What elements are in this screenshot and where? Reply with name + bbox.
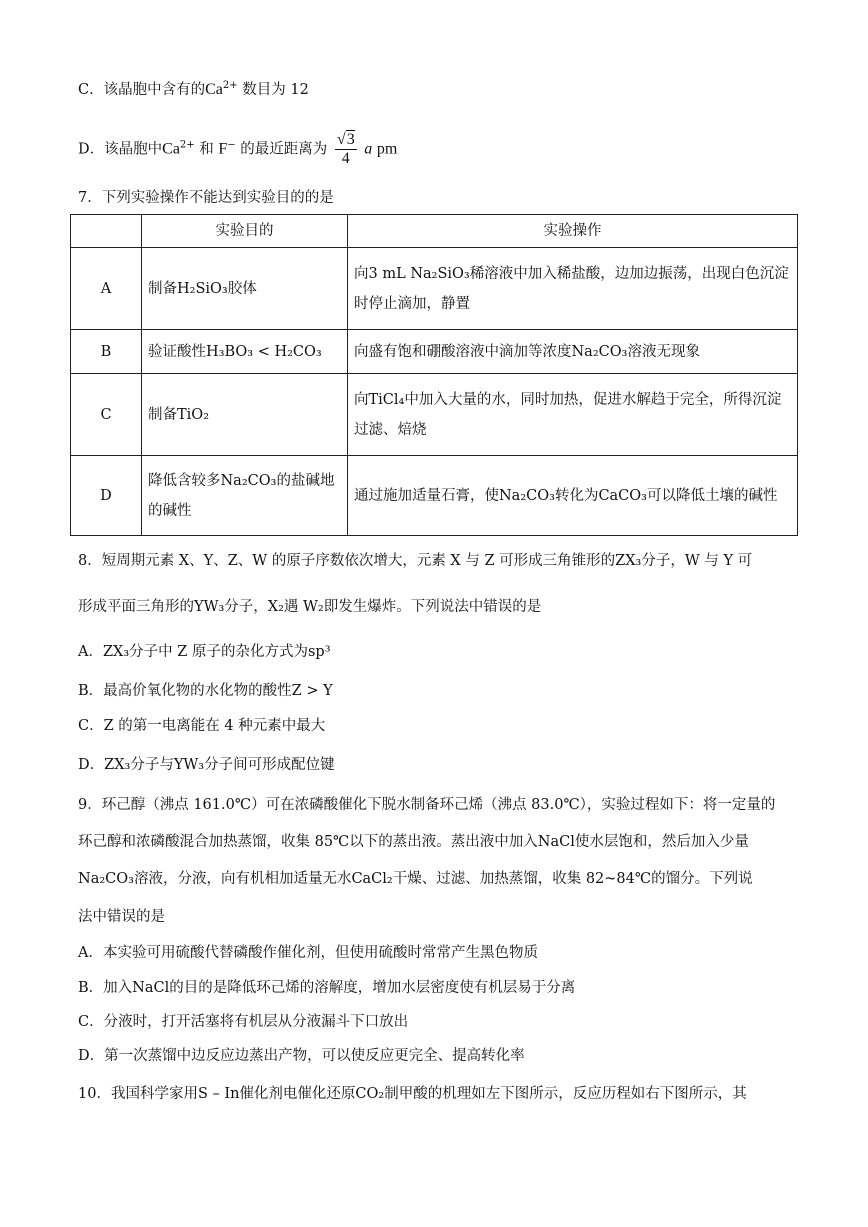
- row-label: A: [71, 248, 142, 330]
- q9-stem-line-1: 9．环己醇（沸点 161.0℃）可在浓磷酸催化下脱水制备环己烯（沸点 83.0℃），实验过程如下：将一定量的: [78, 797, 776, 813]
- header-purpose: 实验目的: [142, 215, 348, 248]
- q10-stem: 10．我国科学家用S – In催化剂电催化还原CO₂制甲酸的机理如左下图所示，反应历程如右下图所示，其: [78, 1086, 747, 1102]
- q6-option-d: D．该晶胞中$Ca^{2+}$ 和 F− 的最近距离为 $\frac{√3}{4}$ a pm: [78, 131, 398, 167]
- q7-table: [70, 214, 798, 536]
- q8-option-b: B．最高价氧化物的水化物的酸性Z > Y: [78, 683, 333, 699]
- q9-option-d: D．第一次蒸馏中边反应边蒸出产物，可以使反应更完全、提高转化率: [78, 1048, 525, 1064]
- table-row: [71, 374, 798, 456]
- q9-stem-line-4: 法中错误的是: [78, 909, 165, 925]
- header-operation: 实验操作: [348, 215, 798, 248]
- q9-option-a: A．本实验可用硫酸代替磷酸作催化剂，但使用硫酸时常常产生黑色物质: [78, 945, 538, 961]
- table-header-row: [71, 215, 798, 248]
- row-purpose: 制备H₂SiO₃胶体: [142, 248, 348, 330]
- distance-fraction: $\frac{√3}{4}$: [336, 131, 355, 167]
- q9-stem-line-3: Na₂CO₃溶液，分液，向有机相加适量无水CaCl₂干燥、过滤、加热蒸馏，收集 82~84℃的馏分。下列说: [78, 871, 753, 887]
- row-operation: 向盛有饱和硼酸溶液中滴加等浓度Na₂CO₃溶液无现象: [348, 330, 798, 374]
- row-operation: 通过施加适量石膏，使Na₂CO₃转化为CaCO₃可以降低土壤的碱性: [348, 456, 798, 536]
- row-label: C: [71, 374, 142, 456]
- q8-option-a: A．ZX₃分子中 Z 原子的杂化方式为sp³: [78, 644, 331, 660]
- row-operation: 向TiCl₄中加入大量的水，同时加热，促进水解趋于完全，所得沉淀过滤、焙烧: [348, 374, 798, 456]
- row-label: B: [71, 330, 142, 374]
- q8-stem-line-2: 形成平面三角形的YW₃分子，X₂遇 W₂即发生爆炸。下列说法中错误的是: [78, 599, 542, 615]
- row-operation: 向3 mL Na₂SiO₃稀溶液中加入稀盐酸，边加边振荡，出现白色沉淀时停止滴加，静置: [348, 248, 798, 330]
- q9-option-b: B．加入NaCl的目的是降低环己烯的溶解度，增加水层密度使有机层易于分离: [78, 980, 576, 996]
- q9-option-c: C．分液时，打开活塞将有机层从分液漏斗下口放出: [78, 1014, 409, 1030]
- row-purpose: 降低含较多Na₂CO₃的盐碱地的碱性: [142, 456, 348, 536]
- row-purpose: 制备TiO₂: [142, 374, 348, 456]
- q8-option-c: C．Z 的第一电离能在 4 种元素中最大: [78, 718, 326, 734]
- table-row: [71, 330, 798, 374]
- row-purpose: 验证酸性H₃BO₃ < H₂CO₃: [142, 330, 348, 374]
- q9-stem-line-2: 环己醇和浓磷酸混合加热蒸馏，收集 85℃以下的蒸出液。蒸出液中加入NaCl使水层饱和，然后加入少量: [78, 834, 749, 850]
- table-row: [71, 248, 798, 330]
- q8-stem-line-1: 8．短周期元素 X、Y、Z、W 的原子序数依次增大，元素 X 与 Z 可形成三角锥形的ZX₃分子，W 与 Y 可: [78, 553, 753, 569]
- q8-option-d: D．ZX₃分子与YW₃分子间可形成配位键: [78, 757, 335, 773]
- table-row: [71, 456, 798, 536]
- ion-ca: Ca: [205, 81, 223, 98]
- q7-stem: 7．下列实验操作不能达到实验目的的是: [78, 190, 334, 206]
- q6-option-c: C．该晶胞中含有的$Ca^{2+}$ 数目为 12: [78, 80, 309, 98]
- row-label: D: [71, 456, 142, 536]
